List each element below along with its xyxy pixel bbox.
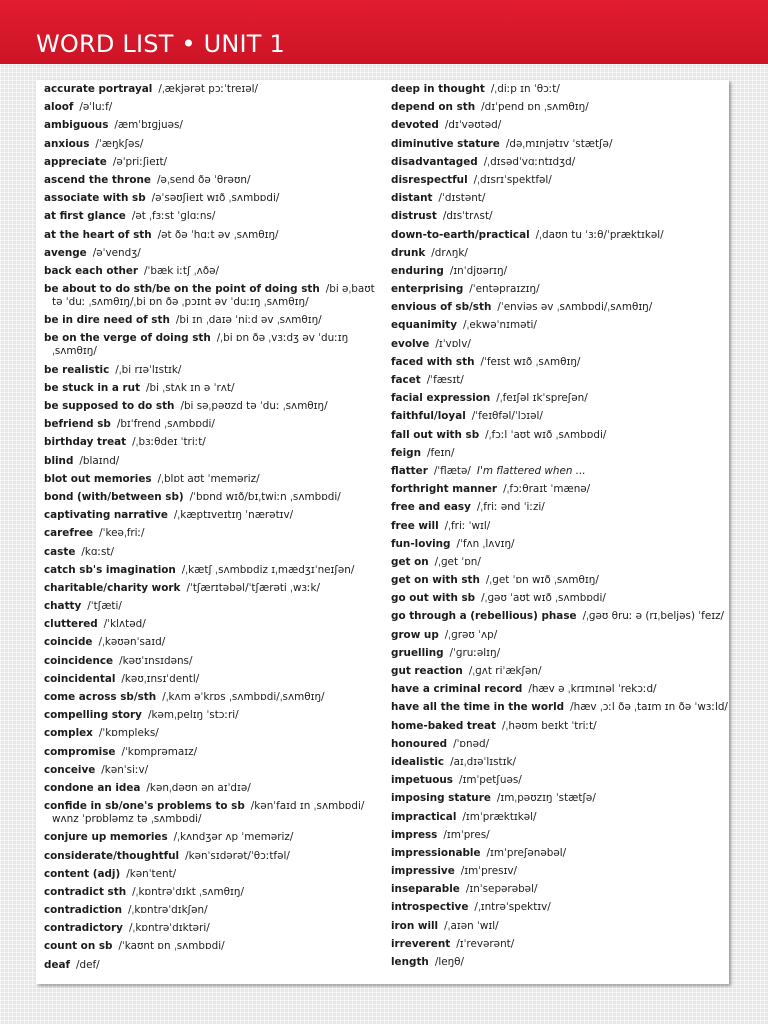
pronunciation-continuation: ˌsʌmθɪŋ/ [52, 345, 97, 358]
word-entry [44, 314, 378, 327]
pronunciation: /ət ˌfɜːst ˈɡlɑːns/ [131, 210, 216, 223]
pronunciation: /kənˈsiːv/ [101, 763, 149, 776]
word-entry [391, 119, 721, 132]
word-entry [44, 940, 378, 953]
page-header [0, 0, 768, 64]
headword: accurate portrayal [44, 83, 153, 95]
word-entry [44, 831, 378, 844]
headword: impetuous [391, 774, 453, 787]
pronunciation: /kəʊˈɪnsɪdəns/ [119, 654, 193, 667]
pronunciation: /ˌɪntrəˈspektɪv/ [474, 901, 551, 914]
headword: at first glance [44, 210, 126, 223]
word-entry [391, 429, 721, 442]
word-entry [44, 691, 378, 704]
pronunciation: /ət ðə ˈhɑːt əv ˌsʌmθɪŋ/ [157, 228, 279, 241]
headword: be stuck in a rut [44, 381, 141, 394]
pronunciation: /dɪˈpend ɒn ˌsʌmθɪŋ/ [481, 101, 589, 114]
pronunciation: /ˈfæsɪt/ [426, 374, 464, 386]
pronunciation: /ˌdaʊn tu ˈɜːθ/ˈpræktɪkəl/ [535, 228, 664, 241]
headword: caste [44, 545, 76, 558]
headword: impress [391, 828, 438, 841]
headword: disadvantaged [391, 155, 478, 168]
word-entry [391, 338, 721, 351]
headword: forthright manner [391, 483, 498, 496]
pronunciation: /kənˈsɪdərət/ˈθɔːtfəl/ [185, 849, 290, 862]
word-entry [44, 364, 378, 377]
headword: come across sb/sth [44, 691, 157, 703]
word-entry [44, 192, 378, 205]
pronunciation: /hæv ə ˌkrɪmɪnəl ˈrekɔːd/ [528, 683, 657, 696]
pronunciation: /ˈtʃæti/ [87, 600, 122, 613]
word-entry [44, 922, 378, 935]
pronunciation: /ˈdɪstənt/ [438, 192, 486, 205]
headword: at the heart of sth [44, 228, 152, 241]
word-entry [391, 538, 721, 551]
word-entry [391, 520, 721, 533]
headword: down-to-earth/practical [391, 228, 530, 241]
pronunciation: /kəmˌpelɪŋ ˈstɔːri/ [147, 709, 239, 722]
headword: flatter [391, 464, 428, 477]
word-entry [44, 618, 378, 631]
pronunciation: /ˌfriː ˈwɪl/ [444, 519, 491, 532]
pronunciation: /ˌkɒntrəˈdɪktəri/ [128, 922, 210, 935]
word-entry [391, 192, 721, 205]
headword: inseparable [391, 883, 460, 896]
headword: faithful/loyal [391, 410, 466, 423]
word-entry [44, 491, 378, 504]
pronunciation: /bi ɪn ˌdaɪə ˈniːd əv ˌsʌmθɪŋ/ [175, 314, 322, 327]
headword: deep in thought [391, 83, 485, 95]
word-entry [44, 455, 378, 468]
pronunciation: /ˌkʌm əˈkrɒs ˌsʌmbɒdi/ˌsʌmθɪŋ/ [162, 691, 325, 703]
pronunciation: /leŋθ/ [434, 956, 465, 968]
word-entry [44, 138, 378, 151]
pronunciation: /ˈfeɪθfəl/ˈlɔɪəl/ [471, 410, 543, 423]
pronunciation: /ˌɡəʊ ˈaʊt wɪð ˌsʌmbɒdi/ [481, 592, 606, 605]
headword: fun-loving [391, 537, 451, 550]
pronunciation: /ˌfeɪʃəl ɪkˈspreʃən/ [496, 392, 588, 405]
word-entry [391, 829, 721, 842]
headword: ambiguous [44, 119, 109, 132]
pronunciation: /ˌkʌndʒər ʌp ˈmeməriz/ [173, 831, 294, 844]
word-entry [391, 101, 721, 114]
word-entry [391, 83, 721, 96]
word-entry [44, 709, 378, 722]
word-entry [44, 509, 378, 522]
pronunciation: /ˌhəʊm beɪkt ˈtriːt/ [502, 719, 597, 732]
headword: avenge [44, 246, 87, 259]
pronunciation: /ˌækjərət pɔːˈtreɪəl/ [158, 83, 259, 95]
word-entry [44, 886, 378, 899]
word-entry [44, 527, 378, 540]
headword: fall out with sb [391, 428, 480, 441]
headword: be supposed to do sth [44, 400, 175, 412]
word-entry [44, 582, 378, 595]
pronunciation: /kəʊˌɪnsɪˈdentl/ [121, 672, 200, 685]
word-entry [391, 738, 721, 751]
headword: diminutive stature [391, 137, 500, 150]
pronunciation: /ˌbi ɒn ðə ˌvɜːdʒ əv ˈduːɪŋ [216, 332, 349, 345]
headword: birthday treat [44, 436, 127, 449]
pronunciation: /ˌbɜːθdeɪ ˈtriːt/ [132, 436, 206, 449]
pronunciation: /ɪmˈpreʃənəbəl/ [486, 846, 567, 859]
headword: content (adj) [44, 867, 121, 880]
headword: feign [391, 446, 421, 459]
pronunciation: /ˈɒnəd/ [453, 737, 490, 750]
word-entry [44, 473, 378, 486]
pronunciation: /bi ˌstʌk ɪn ə ˈrʌt/ [146, 381, 235, 394]
word-entry [391, 701, 728, 714]
word-entry [44, 229, 378, 242]
word-entry [44, 868, 378, 881]
pronunciation: /ˌkɒntrəˈdɪkt ˌsʌmθɪŋ/ [132, 885, 244, 898]
word-entry [391, 811, 721, 824]
pronunciation: /əˈluːf/ [79, 101, 113, 114]
word-entry [44, 546, 378, 559]
word-entry [391, 374, 721, 387]
pronunciation: /ˈfʌn ˌlʌvɪŋ/ [456, 537, 515, 550]
pronunciation: /ˌblɒt aʊt ˈmeməriz/ [157, 472, 260, 485]
word-entry [44, 210, 378, 223]
headword: go out with sb [391, 592, 476, 605]
headword: introspective [391, 901, 469, 914]
pronunciation: /ɪˈvɒlv/ [435, 337, 471, 350]
pronunciation: /feɪn/ [426, 446, 455, 459]
pronunciation: /ɪnˈdjʊərɪŋ/ [449, 264, 508, 277]
pronunciation: /def/ [76, 958, 100, 971]
headword: compromise [44, 745, 116, 758]
headword: be on the verge of doing sth [44, 332, 211, 345]
word-entry [391, 865, 721, 878]
headword: have all the time in the world [391, 701, 565, 714]
pronunciation: /ˌkɒntrəˈdɪkʃən/ [128, 904, 208, 917]
headword: enterprising [391, 283, 464, 296]
headword: imposing stature [391, 792, 491, 805]
headword: conceive [44, 763, 96, 776]
pronunciation: /ˈbɒnd wɪð/bɪˌtwiːn ˌsʌmbɒdi/ [189, 490, 341, 503]
pronunciation: /bi səˌpəʊzd tə ˈduː ˌsʌmθɪŋ/ [180, 400, 328, 412]
headword: length [391, 956, 429, 968]
word-entry [44, 119, 378, 132]
word-entry [44, 850, 378, 863]
headword: coincide [44, 636, 93, 649]
pronunciation: /ˈɡruːəlɪŋ/ [449, 646, 501, 659]
word-entry [391, 901, 721, 914]
word-entry [391, 610, 725, 623]
word-entry [44, 156, 378, 169]
word-entry [391, 720, 721, 733]
word-entry [44, 101, 378, 114]
pronunciation: /ˈkɒmpleks/ [98, 727, 159, 740]
word-entry [391, 956, 721, 969]
word-entry [44, 83, 378, 96]
word-entry [44, 746, 378, 759]
headword: chatty [44, 600, 82, 613]
pronunciation: /ˌbi rɪəˈlɪstɪk/ [115, 363, 182, 376]
word-entry [391, 392, 721, 405]
pronunciation: /æmˈbɪɡjuəs/ [114, 119, 183, 132]
headword: gruelling [391, 646, 444, 659]
pronunciation: /kənˌdəʊn ən aɪˈdɪə/ [146, 781, 251, 794]
headword: deaf [44, 958, 71, 971]
word-entry [391, 356, 721, 369]
word-entry [391, 174, 721, 187]
word-entry [391, 483, 721, 496]
headword: contradiction [44, 904, 123, 917]
pronunciation: /ˌfɔːl ˈaʊt wɪð ˌsʌmbɒdi/ [485, 428, 607, 441]
word-entry [391, 592, 721, 605]
headword: honoured [391, 737, 448, 750]
headword: considerate/thoughtful [44, 849, 180, 862]
headword: envious of sb/sth [391, 301, 492, 314]
pronunciation-continuation: wʌnz ˈprɒbləmz tə ˌsʌmbɒdi/ [52, 813, 202, 826]
pronunciation: /ˌdiːp ɪn ˈθɔːt/ [490, 83, 560, 95]
headword: conjure up memories [44, 831, 168, 844]
pronunciation: /ˌdɪsədˈvɑːntɪdʒd/ [483, 155, 576, 168]
word-entry [44, 800, 378, 826]
word-entry [391, 319, 721, 332]
word-entry [44, 332, 378, 358]
headword: devoted [391, 119, 439, 132]
pronunciation: /ˌfɔːθraɪt ˈmænə/ [503, 483, 591, 496]
pronunciation: /bi əˌbaʊt [325, 283, 375, 296]
pronunciation: /drʌŋk/ [431, 246, 468, 259]
headword: associate with sb [44, 192, 146, 205]
headword: iron will [391, 919, 439, 932]
pronunciation: /ˈkeəˌfriː/ [99, 527, 145, 540]
word-entry [391, 210, 721, 223]
pronunciation: /ˌɡrəʊ ˈʌp/ [444, 628, 498, 641]
word-entry [391, 447, 721, 460]
pronunciation: /ˈæŋkʃəs/ [95, 137, 144, 150]
headword: condone an idea [44, 781, 141, 794]
word-entry [391, 665, 721, 678]
headword: catch sb's imagination [44, 563, 176, 576]
pronunciation: /ˈfeɪst wɪð ˌsʌmθɪŋ/ [480, 355, 581, 368]
word-entry [44, 283, 378, 309]
word-entry [391, 792, 721, 805]
headword: anxious [44, 137, 90, 150]
word-entry [44, 673, 378, 686]
word-entry [44, 174, 378, 187]
pronunciation: /ɪmˈpetʃuəs/ [458, 774, 522, 787]
headword: cluttered [44, 618, 98, 631]
word-entry [391, 465, 721, 478]
pronunciation-continuation: tə ˈduː ˌsʌmθɪŋ/ˌbi ɒn ðə ˌpɔɪnt əv ˈduːɪŋ ˌsʌmθɪŋ/ [52, 296, 309, 309]
word-entry [44, 400, 378, 413]
headword: captivating narrative [44, 509, 168, 522]
headword: impressionable [391, 846, 481, 859]
word-entry [44, 418, 378, 431]
word-entry [391, 847, 721, 860]
headword: disrespectful [391, 173, 468, 186]
pronunciation: /kɑːst/ [81, 545, 114, 558]
headword: drunk [391, 246, 426, 259]
headword: charitable/charity work [44, 581, 181, 594]
word-entry [44, 436, 378, 449]
pronunciation: /ˌfriː ənd ˈiːzi/ [476, 501, 545, 514]
headword: get on with sth [391, 574, 480, 587]
pronunciation: /kənˈtent/ [126, 867, 177, 880]
headword: distrust [391, 210, 437, 223]
headword: coincidental [44, 672, 116, 685]
headword: blot out memories [44, 472, 152, 485]
word-entry [391, 938, 721, 951]
word-list-card [36, 80, 729, 984]
word-list-left-column [44, 83, 378, 977]
headword: facet [391, 374, 421, 386]
headword: free will [391, 519, 439, 532]
pronunciation: /ˈentəpraɪzɪŋ/ [469, 283, 540, 296]
pronunciation: /dɪˈvəʊtəd/ [444, 119, 502, 132]
word-entry [391, 574, 721, 587]
pronunciation: /blaɪnd/ [79, 454, 120, 467]
pronunciation: /ɪmˈpræktɪkəl/ [462, 810, 537, 823]
pronunciation: /ˈkaʊnt ɒn ˌsʌmbɒdi/ [118, 940, 225, 953]
headword: gut reaction [391, 665, 463, 677]
headword: home-baked treat [391, 719, 497, 732]
pronunciation: /ˌɡəʊ θruː ə (rɪˌbeljəs) ˈfeɪz/ [582, 610, 725, 623]
pronunciation: /ˌdɪsrɪˈspektfəl/ [473, 173, 552, 186]
pronunciation: /ɪmˈpres/ [443, 828, 490, 841]
headword: get on [391, 555, 429, 568]
headword: facial expression [391, 392, 491, 405]
pronunciation: /əˌsend ðə ˈθrəʊn/ [156, 173, 251, 186]
word-entry [391, 774, 721, 787]
pronunciation: /ˌkæptɪveɪtɪŋ ˈnærətɪv/ [173, 509, 294, 522]
word-entry [391, 265, 721, 278]
word-entry [391, 756, 721, 769]
headword: evolve [391, 337, 430, 350]
pronunciation: /ˌaɪən ˈwɪl/ [444, 919, 499, 932]
word-entry [44, 265, 378, 278]
word-entry [391, 501, 721, 514]
word-entry [391, 683, 721, 696]
pronunciation: /ˈkɒmprəmaɪz/ [121, 745, 198, 758]
headword: impressive [391, 865, 455, 878]
headword: confide in sb/one's problems to sb [44, 800, 245, 813]
word-list-right-column [391, 83, 728, 974]
page-title: WORD LIST • UNIT 1 [36, 30, 285, 58]
word-entry [391, 629, 721, 642]
headword: irreverent [391, 937, 451, 950]
headword: ascend the throne [44, 173, 151, 186]
pronunciation: /ˌekwəˈnɪməti/ [462, 319, 537, 332]
headword: impractical [391, 810, 457, 823]
word-entry [391, 883, 721, 896]
headword: be realistic [44, 363, 110, 376]
pronunciation: /ɪmˌpəʊzɪŋ ˈstætʃə/ [496, 792, 596, 805]
word-entry [44, 636, 378, 649]
headword: complex [44, 727, 93, 740]
word-entry [44, 564, 378, 577]
word-entry [44, 764, 378, 777]
pronunciation: /kənˈfaɪd ɪn ˌsʌmbɒdi/ [250, 800, 365, 813]
headword: compelling story [44, 709, 142, 722]
pronunciation: /əˈpriːʃieɪt/ [112, 155, 168, 168]
headword: be in dire need of sth [44, 314, 170, 327]
pronunciation: /ɪˈrevərənt/ [456, 937, 515, 950]
pronunciation: /bɪˈfrend ˌsʌmbɒdi/ [116, 418, 215, 431]
word-entry [44, 382, 378, 395]
word-entry [391, 138, 721, 151]
word-entry [391, 229, 721, 242]
word-entry [391, 156, 721, 169]
pronunciation: /ˈflætə/ [433, 464, 471, 477]
word-entry [44, 655, 378, 668]
headword: carefree [44, 527, 94, 540]
headword: enduring [391, 264, 444, 277]
word-entry [44, 727, 378, 740]
pronunciation: /ɪmˈpresɪv/ [460, 865, 518, 878]
pronunciation: /ˌkəʊənˈsaɪd/ [98, 636, 166, 649]
headword: go through a (rebellious) phase [391, 610, 577, 623]
headword: free and easy [391, 501, 471, 514]
headword: have a criminal record [391, 683, 523, 696]
word-entry [391, 247, 721, 260]
word-entry [391, 920, 721, 933]
example-note: I'm flattered when ... [476, 464, 586, 477]
headword: grow up [391, 628, 439, 641]
pronunciation: /dɪsˈtrʌst/ [442, 210, 493, 223]
headword: idealistic [391, 755, 445, 768]
headword: coincidence [44, 654, 114, 667]
headword: appreciate [44, 155, 107, 168]
headword: back each other [44, 264, 139, 277]
word-entry [391, 410, 721, 423]
headword: contradictory [44, 922, 123, 935]
pronunciation: /hæv ˌɔːl ðə ˌtaɪm ɪn ðə ˈwɜːld/ [570, 701, 728, 714]
headword: blind [44, 454, 74, 467]
word-entry [391, 283, 721, 296]
headword: faced with sth [391, 355, 475, 368]
word-entry [44, 247, 378, 260]
headword: bond (with/between sb) [44, 490, 184, 503]
pronunciation: /ˈenviəs əv ˌsʌmbɒdi/ˌsʌmθɪŋ/ [497, 301, 653, 314]
pronunciation: /ˌɡʌt riˈækʃən/ [468, 665, 542, 677]
word-entry [44, 904, 378, 917]
word-entry [391, 556, 721, 569]
pronunciation: /ˈbæk iːtʃ ˌʌðə/ [144, 264, 220, 277]
pronunciation: /dəˌmɪnjətɪv ˈstætʃə/ [505, 137, 613, 150]
headword: equanimity [391, 319, 457, 332]
pronunciation: /ˌɡet ˈɒn wɪð ˌsʌmθɪŋ/ [485, 574, 599, 587]
pronunciation: /aɪˌdɪəˈlɪstɪk/ [450, 755, 516, 768]
word-entry [44, 959, 378, 972]
pronunciation: /ɪnˈsepərəbəl/ [465, 883, 538, 896]
headword: be about to do sth/be on the point of doing sth [44, 283, 320, 296]
pronunciation: /ˈtʃærɪtəbəl/ˈtʃærəti ˌwɜːk/ [186, 581, 321, 594]
word-entry [44, 782, 378, 795]
pronunciation: /əˈvendʒ/ [92, 246, 141, 259]
pronunciation: /ˌɡet ˈɒn/ [434, 555, 481, 568]
word-entry [391, 647, 721, 660]
headword: depend on sth [391, 101, 476, 114]
headword: count on sb [44, 940, 113, 953]
word-entry [391, 301, 721, 314]
pronunciation: /əˈsəʊʃieɪt wɪð ˌsʌmbɒdi/ [151, 192, 280, 205]
headword: contradict sth [44, 885, 127, 898]
headword: aloof [44, 101, 74, 114]
pronunciation: /ˌkætʃ ˌsʌmbɒdiz ɪˌmædʒɪˈneɪʃən/ [181, 563, 355, 576]
headword: distant [391, 192, 433, 205]
headword: befriend sb [44, 418, 111, 431]
pronunciation: /ˈklʌtəd/ [103, 618, 146, 631]
word-entry [44, 600, 378, 613]
